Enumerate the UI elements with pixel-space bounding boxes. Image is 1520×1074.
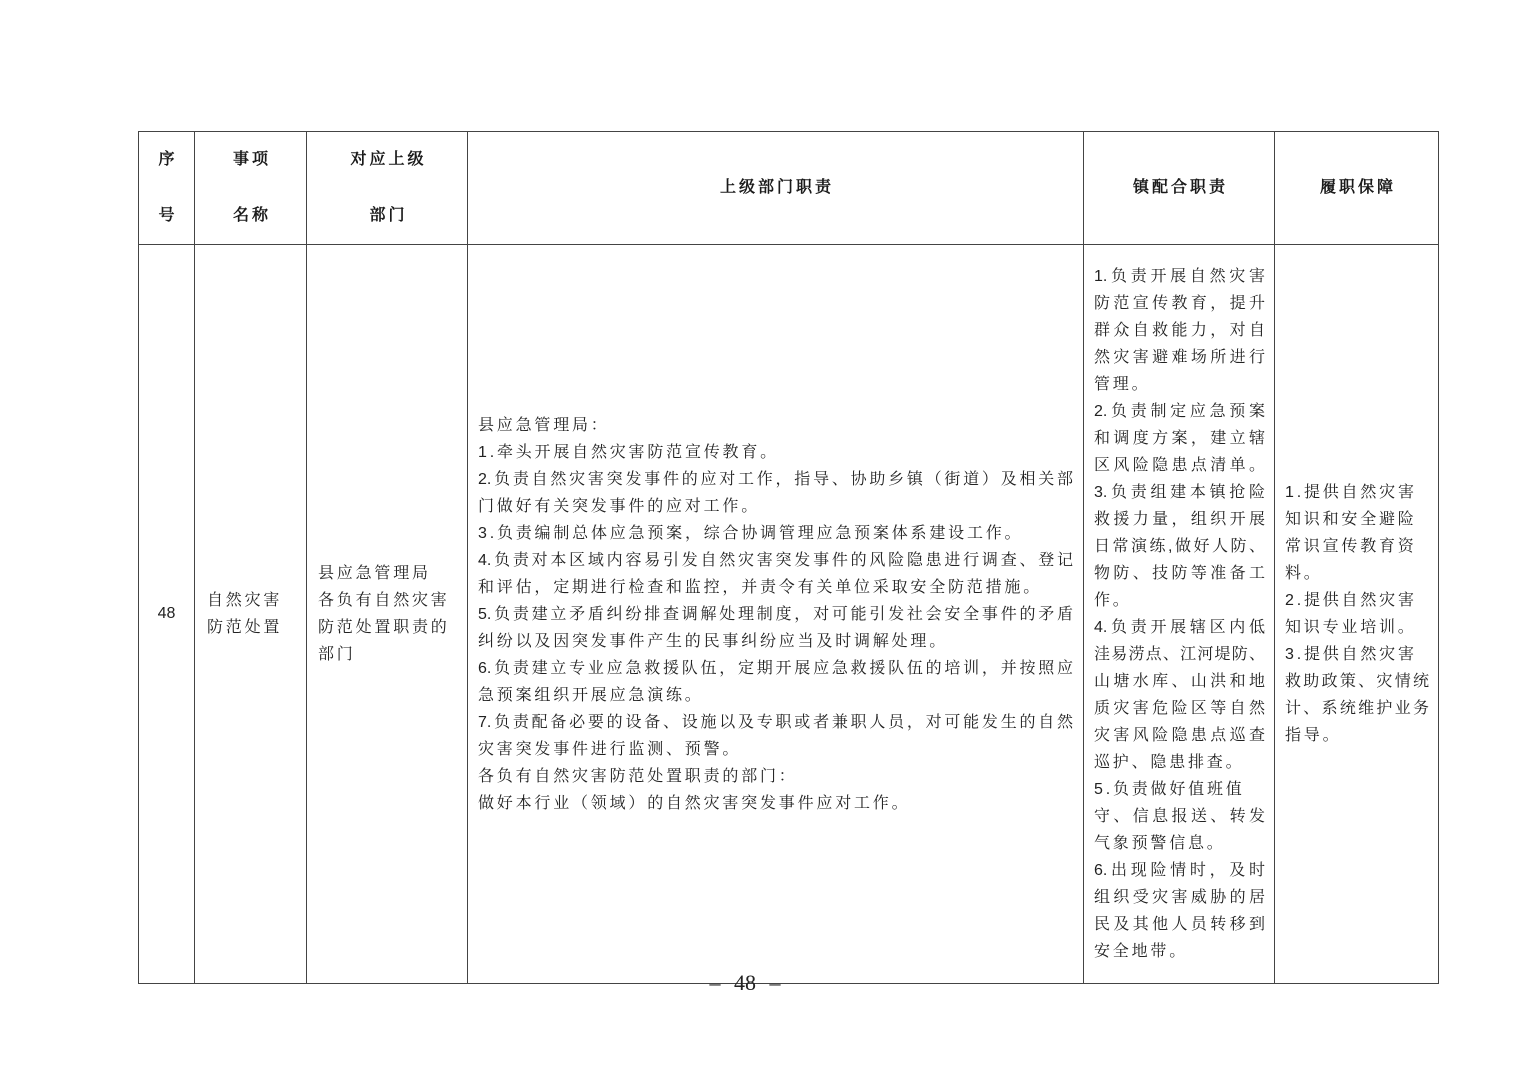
text-line: 2.负责自然灾害突发事件的应对工作，指导、协助乡镇（街道）及相关部 bbox=[478, 470, 1073, 488]
page-number: – 48 – bbox=[709, 970, 781, 995]
duty-item bbox=[1094, 776, 1265, 857]
header-label: 事项 bbox=[232, 151, 271, 168]
text-line: 料。 bbox=[1285, 565, 1323, 582]
text-line: 质灾害危险区等自然 bbox=[1094, 700, 1265, 717]
text-line: 日常演练,做好人防、 bbox=[1094, 538, 1265, 555]
text-line: 各负有自然灾害 bbox=[318, 592, 450, 609]
text-line: 救援力量，组织开展 bbox=[1094, 511, 1265, 528]
text-line: 3.提供自然灾害 bbox=[1285, 646, 1417, 663]
duty-item bbox=[478, 655, 1073, 709]
header-label: 上级部门职责 bbox=[719, 179, 834, 196]
text-line: 作。 bbox=[1094, 592, 1132, 609]
text-line: 1.负责开展自然灾害 bbox=[1094, 268, 1265, 285]
text-line: 各负有自然灾害防范处置职责的部门： bbox=[478, 767, 798, 785]
text-line: 巡护、隐患排查。 bbox=[1094, 754, 1245, 771]
duty-item bbox=[1094, 857, 1265, 965]
text-line: 1.牵头开展自然灾害防范宣传教育。 bbox=[478, 443, 779, 461]
header-cell-guarantee bbox=[1275, 132, 1439, 245]
duty-item bbox=[478, 439, 1073, 466]
text-line: 门做好有关突发事件的应对工作。 bbox=[478, 497, 761, 515]
header-label: 履职保障 bbox=[1319, 179, 1396, 196]
text-line: 急预案组织开展应急演练。 bbox=[478, 686, 704, 704]
duty-item bbox=[1094, 263, 1265, 398]
row-number: 48 bbox=[157, 605, 176, 622]
text-line: 3.负责组建本镇抢险 bbox=[1094, 484, 1265, 501]
cell-index bbox=[139, 245, 195, 984]
cell-counterpart-dept bbox=[307, 245, 468, 984]
text-line: 群众自救能力，对自 bbox=[1094, 322, 1265, 339]
duty-item bbox=[1094, 614, 1265, 776]
duty-item bbox=[1285, 587, 1429, 641]
cell-guarantee bbox=[1275, 245, 1439, 984]
duty-item bbox=[478, 466, 1073, 520]
text-line: 知识专业培训。 bbox=[1285, 619, 1417, 636]
header-cell-town-duties bbox=[1084, 132, 1275, 245]
text-line: 6.负责建立专业应急救援队伍，定期开展应急救援队伍的培训，并按照应 bbox=[478, 659, 1073, 677]
text-line: 和评估，定期进行检查和监控，并责令有关单位采取安全防范措施。 bbox=[478, 578, 1043, 596]
header-cell-upper-duties bbox=[468, 132, 1084, 245]
text-line: 3.负责编制总体应急预案，综合协调管理应急预案体系建设工作。 bbox=[478, 524, 1024, 542]
text-line: 管理。 bbox=[1094, 376, 1151, 393]
duty-table bbox=[138, 131, 1439, 984]
text-line: 2.提供自然灾害 bbox=[1285, 592, 1417, 609]
text-line: 守、信息报送、转发 bbox=[1094, 808, 1265, 825]
text-line: 4.负责开展辖区内低 bbox=[1094, 619, 1265, 636]
text-line: 灾害风险隐患点巡查 bbox=[1094, 727, 1265, 744]
duty-item bbox=[1094, 398, 1265, 479]
text-line: 防范处置 bbox=[207, 619, 283, 636]
duty-item bbox=[478, 763, 1073, 790]
header-cell-index bbox=[139, 132, 195, 245]
cell-upper-duties bbox=[468, 245, 1084, 984]
cell-item-name bbox=[195, 245, 307, 984]
text-line: 5.负责做好值班值 bbox=[1094, 781, 1245, 798]
text-line: 做好本行业（领域）的自然灾害突发事件应对工作。 bbox=[478, 794, 911, 812]
text-line: 自然灾害 bbox=[207, 592, 283, 609]
text-line: 2.负责制定应急预案 bbox=[1094, 403, 1265, 420]
header-label: 号 bbox=[158, 207, 178, 224]
duty-item bbox=[478, 790, 1073, 817]
duty-item bbox=[478, 601, 1073, 655]
header-cell-counterpart-dept bbox=[307, 132, 468, 245]
table-header-row bbox=[139, 132, 1439, 245]
duty-item bbox=[478, 412, 1073, 439]
text-line: 和调度方案，建立辖 bbox=[1094, 430, 1265, 447]
text-line: 救助政策、灾情统 bbox=[1285, 673, 1429, 690]
text-line: 组织受灾害威胁的居 bbox=[1094, 889, 1265, 906]
table-row bbox=[139, 245, 1439, 984]
duty-item bbox=[1285, 479, 1429, 587]
text-line: 常识宣传教育资 bbox=[1285, 538, 1417, 555]
cell-town-duties bbox=[1084, 245, 1275, 984]
text-line: 防范宣传教育，提升 bbox=[1094, 295, 1265, 312]
text-line: 灾害突发事件进行监测、预警。 bbox=[478, 740, 742, 758]
text-line: 防范处置职责的 bbox=[318, 619, 450, 636]
header-label: 名称 bbox=[232, 207, 271, 224]
duty-item bbox=[478, 709, 1073, 763]
duty-item bbox=[1094, 479, 1265, 614]
text-line: 指导。 bbox=[1285, 727, 1342, 744]
text-line: 计、系统维护业务 bbox=[1285, 700, 1429, 717]
text-line: 5.负责建立矛盾纠纷排查调解处理制度，对可能引发社会安全事件的矛盾 bbox=[478, 605, 1073, 623]
text-line: 1.提供自然灾害 bbox=[1285, 484, 1417, 501]
header-label: 对应上级 bbox=[350, 151, 427, 168]
text-line: 6.出现险情时，及时 bbox=[1094, 862, 1265, 879]
header-cell-item-name bbox=[195, 132, 307, 245]
text-line: 部门 bbox=[318, 646, 356, 663]
text-line: 区风险隐患点清单。 bbox=[1094, 457, 1265, 474]
text-line: 纠纷以及因突发事件产生的民事纠纷应当及时调解处理。 bbox=[478, 632, 949, 650]
text-line: 山塘水库、山洪和地 bbox=[1094, 673, 1265, 690]
text-line: 4.负责对本区域内容易引发自然灾害突发事件的风险隐患进行调查、登记 bbox=[478, 551, 1073, 569]
text-line: 气象预警信息。 bbox=[1094, 835, 1226, 852]
duty-item bbox=[478, 547, 1073, 601]
text-line: 民及其他人员转移到 bbox=[1094, 916, 1265, 933]
text-line: 县应急管理局： bbox=[478, 416, 610, 434]
text-line: 7.负责配备必要的设备、设施以及专职或者兼职人员，对可能发生的自然 bbox=[478, 713, 1073, 731]
text-line: 物防、技防等准备工 bbox=[1094, 565, 1265, 582]
text-line: 县应急管理局 bbox=[318, 565, 431, 582]
text-line: 洼易涝点、江河堤防、 bbox=[1094, 646, 1265, 663]
duty-item bbox=[478, 520, 1073, 547]
header-label: 部门 bbox=[369, 207, 408, 224]
text-line: 安全地带。 bbox=[1094, 943, 1189, 960]
header-label: 镇配合职责 bbox=[1132, 179, 1228, 196]
header-label: 序 bbox=[158, 151, 178, 168]
text-line: 知识和安全避险 bbox=[1285, 511, 1417, 528]
duty-item bbox=[1285, 641, 1429, 749]
text-line: 然灾害避难场所进行 bbox=[1094, 349, 1265, 366]
